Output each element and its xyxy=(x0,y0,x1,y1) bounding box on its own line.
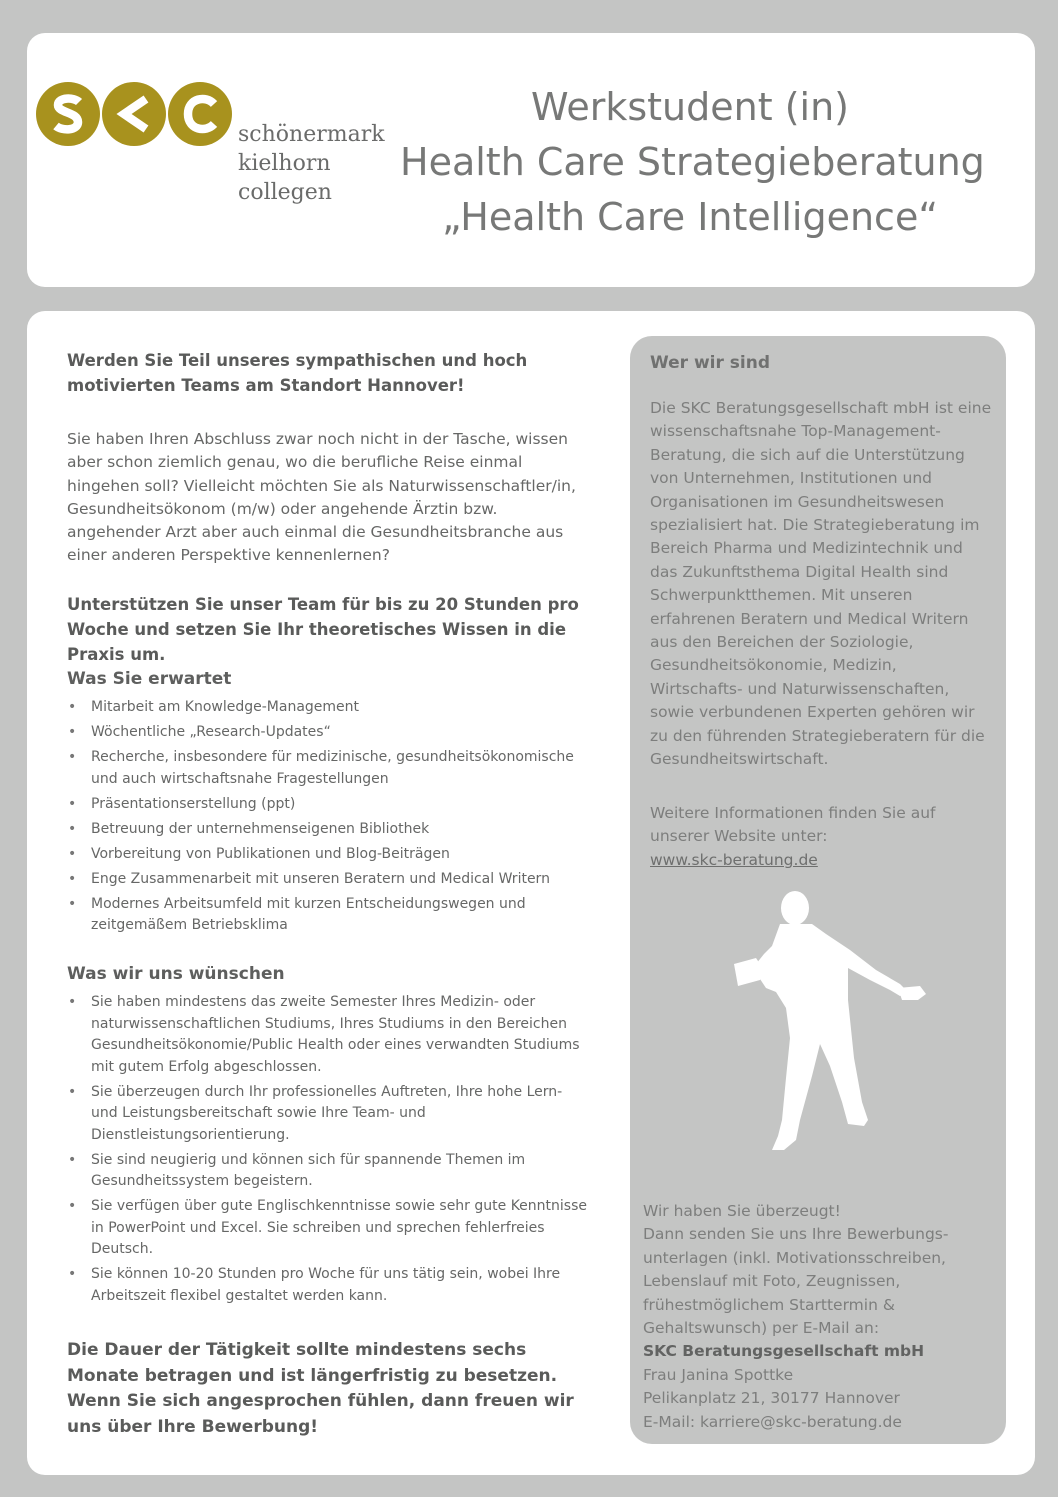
logo-line: collegen xyxy=(238,180,332,205)
wish-list xyxy=(67,992,592,1307)
logo-line: schönermark xyxy=(238,122,385,147)
contact-line: unterlagen (inkl. Motivationsschreiben, xyxy=(643,1248,946,1267)
about-text xyxy=(650,397,991,772)
about-line: sowie verbundenen Experten gehören wir xyxy=(650,703,975,722)
logo-wordmark xyxy=(238,120,385,207)
skc-logo xyxy=(36,82,232,146)
about-line: Wirtschafts- und Naturwissenschaften, xyxy=(650,679,950,698)
wish-section xyxy=(67,963,592,1311)
contact-line: frühestmöglichem Starttermin & xyxy=(643,1295,895,1314)
about-line: Gesundheitswirtschaft. xyxy=(650,750,829,769)
contact-address: Pelikanplatz 21, 30177 Hannover xyxy=(643,1389,900,1408)
intro-lead: Werden Sie Teil unseres sympathischen und hoch motivierten Teams am Standort Hannover! xyxy=(67,351,528,395)
list-item: • Vorbereitung von Publikationen und Blog-Beiträgen xyxy=(67,844,592,866)
contact-email[interactable]: E-Mail: karriere@skc-beratung.de xyxy=(643,1412,902,1431)
about-line: zu den führenden Strategieberatern für die xyxy=(650,726,985,745)
expect-section xyxy=(67,668,592,940)
about-line: Die SKC Beratungsgesellschaft mbH ist eine xyxy=(650,399,992,417)
about-line: wissenschaftsnahe Top-Management- xyxy=(650,422,941,441)
about-line: Organisationen im Gesundheitswesen xyxy=(650,492,945,511)
about-line: Bereich Pharma und Medizintechnik und xyxy=(650,539,963,558)
sidebar-heading: Wer wir sind xyxy=(650,353,771,373)
wish-heading: Was wir uns wünschen xyxy=(67,964,285,984)
list-item: • Recherche, insbesondere für medizinische, gesundheitsökonomische und auch wirtschaftsnahe Fragestellungen xyxy=(67,747,592,790)
contact-line: Dann senden Sie uns Ihre Bewerbungs- xyxy=(643,1225,949,1244)
list-item: • Sie überzeugen durch Ihr professionelles Auftreten, Ihre hohe Lern- und Leistungsbereitschaft sowie Ihre Team- und Dienstleistungsorientierung. xyxy=(67,1082,592,1147)
title-line-2: Health Care Strategieberatung xyxy=(400,140,985,184)
list-item: • Sie können 10-20 Stunden pro Woche für uns tätig sein, wobei Ihre Arbeitszeit flexibel gestaltet werden kann. xyxy=(67,1264,592,1307)
company-name: SKC Beratungsgesellschaft mbH xyxy=(643,1342,925,1361)
about-line: das Zukunftsthema Digital Health sind xyxy=(650,562,949,581)
list-item: • Mitarbeit am Knowledge-Management xyxy=(67,697,592,719)
list-item: • Betreuung der unternehmenseigenen Bibliothek xyxy=(67,819,592,841)
contact-block xyxy=(643,1200,948,1434)
about-line: Beratung, die sich auf die Unterstützung xyxy=(650,445,965,464)
about-line: aus den Bereichen der Soziologie, xyxy=(650,633,914,652)
support-statement: Unterstützen Sie unser Team für bis zu 20 Stunden pro Woche und setzen Sie Ihr theoretisches Wissen in die Praxis um. xyxy=(67,595,579,664)
expect-heading: Was Sie erwartet xyxy=(67,669,232,689)
website-link[interactable]: www.skc-beratung.de xyxy=(650,850,818,869)
more-line: Weitere Informationen finden Sie auf xyxy=(650,804,936,822)
silhouette-figure xyxy=(730,888,930,1168)
about-line: spezialisiert hat. Die Strategieberatung im xyxy=(650,516,980,535)
contact-line: Gehaltswunsch) per E-Mail an: xyxy=(643,1319,880,1338)
about-line: Schwerpunktthemen. Mit unseren xyxy=(650,586,913,605)
list-item: • Präsentationserstellung (ppt) xyxy=(67,794,592,816)
title-line-1: Werkstudent (in) xyxy=(531,85,849,129)
about-line: Gesundheitsökonomie, Medizin, xyxy=(650,656,897,675)
list-item: • Sie sind neugierig und können sich für spannende Themen im Gesundheitssystem begeistern. xyxy=(67,1150,592,1193)
contact-line: Lebenslauf mit Foto, Zeugnissen, xyxy=(643,1272,901,1291)
intro-paragraph: Sie haben Ihren Abschluss zwar noch nicht in der Tasche, wissen aber schon ziemlich genau, wo die berufliche Reise einmal hingehen soll? Vielleicht möchten Sie als Naturwissenschaftler/in, Gesundheitsökonom (m/w) oder angehende Ärztin bzw. angehender Arzt aber auch einmal die Gesundheitsbranche aus einer anderen Perspektive kennenlernen? xyxy=(67,430,576,565)
list-item: • Sie verfügen über gute Englischkenntnisse sowie sehr gute Kenntnisse in PowerPoint und Excel. Sie schreiben und sprechen fehlerfreies Deutsch. xyxy=(67,1196,592,1261)
contact-person: Frau Janina Spottke xyxy=(643,1365,794,1384)
closing-statement: Die Dauer der Tätigkeit sollte mindestens sechs Monate betragen und ist längerfristig zu besetzen. Wenn Sie sich angesprochen fühlen, dann freuen wir uns über Ihre Bewerbung! xyxy=(67,1340,574,1437)
more-line: unserer Website unter: xyxy=(650,827,828,846)
about-line: erfahrenen Beratern und Medical Writern xyxy=(650,609,969,628)
title-line-3: „Health Care Intelligence“ xyxy=(441,195,939,239)
list-item: • Wöchentliche „Research-Updates“ xyxy=(67,722,592,744)
about-line: von Unternehmen, Institutionen und xyxy=(650,469,933,488)
expect-list xyxy=(67,697,592,937)
list-item: • Sie haben mindestens das zweite Semester Ihres Medizin- oder naturwissenschaftlichen Studiums, Ihres Studiums in den Bereichen Gesundheitsökonomie/Public Health oder eines verwandten Studiums mit gutem Erfolg abgeschlossen. xyxy=(67,992,592,1078)
job-title xyxy=(400,80,985,245)
more-info xyxy=(650,802,935,872)
contact-line: Wir haben Sie überzeugt! xyxy=(643,1202,841,1220)
list-item: • Enge Zusammenarbeit mit unseren Beratern und Medical Writern xyxy=(67,869,592,891)
logo-line: kielhorn xyxy=(238,151,331,176)
list-item: • Modernes Arbeitsumfeld mit kurzen Entscheidungswegen und zeitgemäßem Betriebsklima xyxy=(67,894,592,937)
